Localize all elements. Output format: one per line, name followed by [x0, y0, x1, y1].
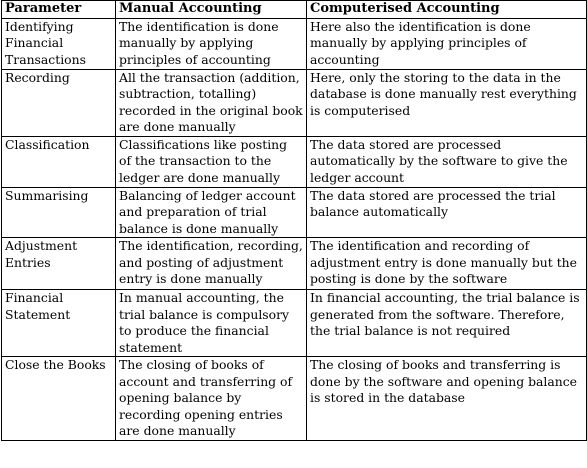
parameter-cell: Close the Books [2, 357, 116, 441]
table-row [2, 290, 587, 357]
manual-cell: The closing of books of account and transferring of opening balance by recording opening entries are done manually [116, 357, 307, 441]
parameter-cell: Identifying Financial Transactions [2, 18, 116, 69]
manual-cell: The identification is done manually by applying principles of accounting [116, 18, 307, 69]
parameter-cell: Recording [2, 69, 116, 136]
manual-cell: In manual accounting, the trial balance is compulsory to produce the financial statement [116, 290, 307, 357]
manual-cell: Classifications like posting of the transaction to the ledger are done manually [116, 136, 307, 187]
header-manual-accounting: Manual Accounting [116, 1, 307, 19]
computerised-cell: The data stored are processed the trial balance automatically [307, 187, 587, 238]
computerised-cell: In financial accounting, the trial balance is generated from the software. Therefore, the trial balance is not required [307, 290, 587, 357]
table-row [2, 69, 587, 136]
parameter-cell: Summarising [2, 187, 116, 238]
manual-cell: The identification, recording, and posting of adjustment entry is done manually [116, 238, 307, 290]
parameter-cell: Classification [2, 136, 116, 187]
header-computerised-accounting: Computerised Accounting [307, 1, 587, 19]
computerised-cell: Here also the identification is done manually by applying principles of accounting [307, 18, 587, 69]
parameter-cell: Financial Statement [2, 290, 116, 357]
computerised-cell: The closing of books and transferring is done by the software and opening balance is stored in the database [307, 357, 587, 441]
comparison-table [1, 0, 587, 441]
table-row [2, 357, 587, 441]
table-row [2, 18, 587, 69]
header-row [2, 1, 587, 19]
computerised-cell: The data stored are processed automatically by the software to give the ledger account [307, 136, 587, 187]
computerised-cell: The identification and recording of adjustment entry is done manually but the posting is done by the software [307, 238, 587, 290]
table-row [2, 187, 587, 238]
table-row [2, 238, 587, 290]
table-row [2, 136, 587, 187]
manual-cell: Balancing of ledger account and preparation of trial balance is done manually [116, 187, 307, 238]
header-parameter: Parameter [2, 1, 116, 19]
computerised-cell: Here, only the storing to the data in the database is done manually rest everything is computerised [307, 69, 587, 136]
manual-cell: All the transaction (addition, subtraction, totalling) recorded in the original book are done manually [116, 69, 307, 136]
parameter-cell: Adjustment Entries [2, 238, 116, 290]
